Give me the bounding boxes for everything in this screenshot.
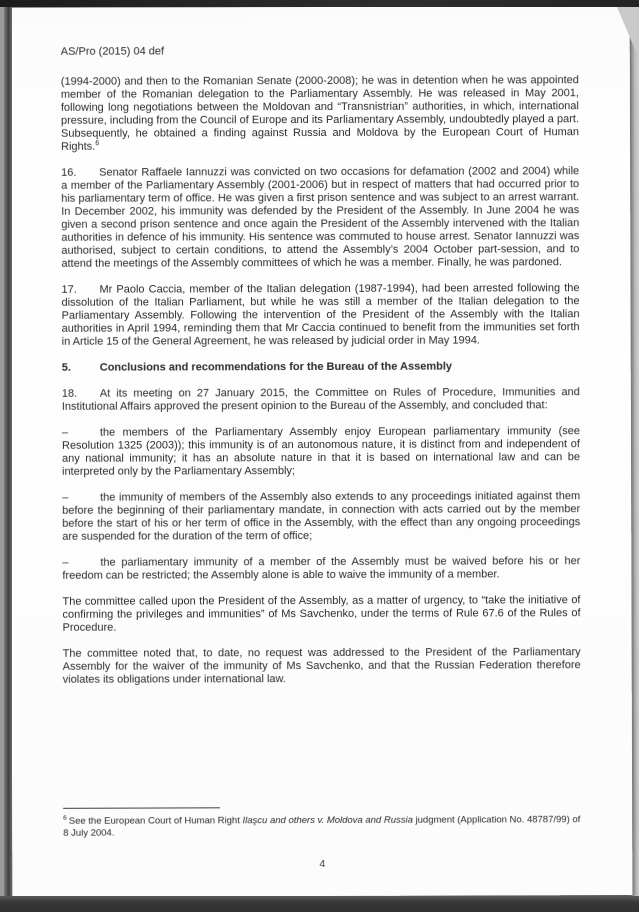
footnote-text: [63, 811, 581, 839]
scan-edge-top: [0, 0, 639, 7]
conclusion-item-2-dash: –: [62, 491, 69, 504]
paragraph-intro: [61, 74, 579, 154]
paragraph-16: [61, 165, 579, 271]
paragraph-17-number: 17.: [61, 283, 77, 296]
section-heading-number: 5.: [61, 361, 71, 374]
conclusion-item-2-text: the immunity of members of the Assembly also extends to any proceedings initiated against them before the beginning of their parliamentary mandate, in connection with acts carried out by the member before the start of his or her term of office in the Assembly, with the effect than any ongoing proceedings are suspended for the duration of the term of office;: [62, 490, 581, 543]
footnote: [63, 806, 581, 839]
footnote-text-post: judgment (Application No. 48787/99) of 8 July 2004.: [63, 814, 581, 839]
page-number: 4: [319, 857, 326, 871]
conclusion-item-1: [62, 425, 580, 479]
paragraph-intro-text: (1994-2000) and then to the Romanian Senate (2000-2008); he was in detention when he was appointed member of the Romanian delegation to the Parliamentary Assembly. He was released in May 2001, following long negotiations between the Moldovan and “Transnistrian” authorities, in which, international pressure, including from the Council of Europe and its Parliamentary Assembly, undoubtedly played a part. Subsequently, he obtained a finding against Russia and Moldova by the European Court of Human Rights.: [60, 74, 580, 153]
document-body: [61, 44, 581, 700]
paragraph-committee-called: The committee called upon the President of the Assembly, as a matter of urgency, to “take the initiative of confirming the privileges and immunities” of Ms Savchenko, under the terms of Rule 67.6 of the Rules of Procedure.: [62, 594, 581, 634]
footnote-reference-mark: 6: [95, 140, 100, 148]
section-heading-title: Conclusions and recommendations for the Bureau of the Assembly: [99, 360, 453, 374]
paragraph-18-text: At its meeting on 27 January 2015, the Committee on Rules of Procedure, Immunities and Institutional Affairs approved the present opinion to the Bureau of the Assembly, and concluded that:: [61, 386, 580, 413]
paragraph-16-number: 16.: [61, 166, 77, 179]
paragraph-18: [62, 386, 580, 414]
paragraph-committee-noted: The committee noted that, to date, no request was addressed to the President of the Parliamentary Assembly for the waiver of the immunity of Ms Savchenko, and that the Russian Federation therefore violates its obligations under international law.: [62, 646, 581, 686]
paragraph-17: [61, 282, 579, 349]
scan-page-edge-left: [4, 7, 12, 896]
paragraph-18-number: 18.: [61, 387, 78, 400]
conclusion-item-3-text: the parliamentary immunity of a member of the Assembly must be waived before his or her freedom can be restricted; the Assembly alone is able to waive the immunity of a member.: [62, 555, 581, 582]
conclusion-item-2: [62, 490, 580, 544]
conclusion-item-3-dash: –: [62, 556, 69, 569]
scanned-document-page: [10, 6, 633, 897]
conclusion-item-3: [62, 555, 580, 583]
footnote-separator: [63, 807, 220, 808]
scan-edge-bottom: [0, 896, 639, 912]
footnote-marker: 6: [63, 814, 67, 822]
footnote-text-pre: See the European Court of Human Right: [68, 815, 243, 827]
conclusion-item-1-text: the members of the Parliamentary Assembly enjoy European parliamentary immunity (see Resolution 1325 (2003)); this immunity is of an autonomous nature, it is distinct from and independent of any national immunity; it has an absolute nature in that it is based on international law and can be interpreted only by the Parliamentary Assembly;: [61, 425, 581, 478]
section-heading-5: [62, 360, 580, 375]
paragraph-16-text: Senator Raffaele Iannuzzi was convicted on two occasions for defamation (2002 and 2004) while a member of the Parliamentary Assembly (2001-2006) but in respect of matters that had occurred prior to his parliamentary term of office. He was given a first prison sentence and was subject to an arrest warrant. In December 2002, his immunity was defended by the President of the Assembly. In June 2004 he was given a second prison sentence and once again the President of the Assembly intervened with the Italian authorities in defence of his immunity. His sentence was commuted to house arrest. Senator Iannuzzi was authorised, subject to certain conditions, to attend the Assembly’s 2004 October part-session, and to attend the meetings of the Assembly committees of which he was a member. Finally, he was pardoned.: [61, 165, 580, 270]
document-reference: AS/Pro (2015) 04 def: [60, 45, 165, 58]
paragraph-17-text: Mr Paolo Caccia, member of the Italian delegation (1987-1994), had been arrested following the dissolution of the Italian Parliament, but while he was still a member of the Italian delegation to the Parliamentary Assembly. Following the intervention of the President of the Assembly with the Italian authorities in April 1994, reminding them that Mr Caccia continued to benefit from the immunities set forth in Article 15 of the General Agreement, he was released by judicial order in May 1994.: [61, 282, 580, 348]
footnote-case-name: Ilaşcu and others v. Moldova and Russia: [242, 814, 413, 827]
conclusion-item-1-dash: –: [61, 426, 69, 439]
page-surface: [10, 6, 633, 897]
